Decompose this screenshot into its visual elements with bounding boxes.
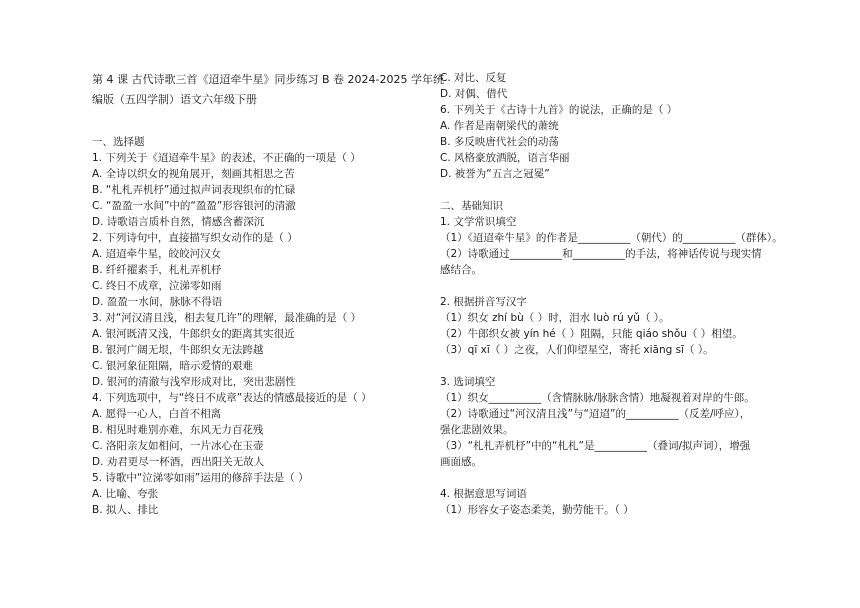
- knowledge-1-line-2: （2）诗歌通过__________和__________的手法，将神话传说与现实情: [440, 248, 762, 260]
- knowledge-3-line-4: （3）“札札弄机杼”中的“札札”是__________（叠词/拟声词），增强: [440, 440, 751, 452]
- section-heading-choice: 一、选择题: [92, 136, 145, 148]
- doc-title-line-1: 第 4 课 古代诗歌三首《迢迢牵牛星》同步练习 B 卷 2024-2025 学年统: [92, 73, 444, 86]
- knowledge-4-heading: 4. 根据意思写词语: [440, 488, 527, 500]
- question-2: 2. 下列诗句中，直接描写织女动作的是（ ）: [92, 232, 298, 244]
- option-6a: A. 作者是南朝梁代的萧统: [440, 120, 559, 132]
- option-3a: A. 银河既清又浅，牛郎织女的距离其实很近: [92, 328, 295, 340]
- option-1d: D. 诗歌语言质朴自然，情感含蓄深沉: [92, 216, 265, 228]
- option-4d: D. 劝君更尽一杯酒，西出阳关无故人: [92, 456, 265, 468]
- question-3: 3. 对“河汉清且浅，相去复几许”的理解，最准确的是（ ）: [92, 312, 362, 324]
- knowledge-3-line-3: 强化悲剧效果。: [440, 424, 514, 436]
- option-1c: C. “盈盈一水间”中的“盈盈”形容银河的清澈: [92, 200, 296, 212]
- option-2d: D. 盈盈一水间，脉脉不得语: [92, 296, 223, 308]
- question-5: 5. 诗歌中“泣涕零如雨”运用的修辞手法是（ ）: [92, 472, 309, 484]
- knowledge-2-heading: 2. 根据拼音写汉字: [440, 296, 527, 308]
- option-2a: A. 迢迢牵牛星，皎皎河汉女: [92, 248, 222, 260]
- knowledge-2-line-1: （1）织女 zhí bù（ ）时，泪水 luò rú yǔ（ ）。: [440, 312, 670, 324]
- knowledge-3-line-2: （2）诗歌通过“河汉清且浅”与“迢迢”的__________（反差/呼应），: [440, 408, 751, 420]
- left-column: [92, 70, 444, 518]
- knowledge-3-line-1: （1）织女__________（含情脉脉/脉脉含情）地凝视着对岸的牛郎。: [440, 392, 755, 404]
- question-4: 4. 下列选项中，与“终日不成章”表达的情感最接近的是（ ）: [92, 392, 372, 404]
- option-6c: C. 风格豪放洒脱，语言华丽: [440, 152, 570, 164]
- knowledge-3-heading: 3. 选词填空: [440, 376, 496, 388]
- option-2c: C. 终日不成章，泣涕零如雨: [92, 280, 222, 292]
- option-6b: B. 多反映唐代社会的动荡: [440, 136, 559, 148]
- option-3d: D. 银河的清澈与浅窄形成对比，突出悲剧性: [92, 376, 296, 388]
- option-2b: B. 纤纤擢素手，札札弄机杼: [92, 264, 222, 276]
- option-4a: A. 愿得一心人，白首不相离: [92, 408, 222, 420]
- option-5c: C. 对比、反复: [440, 72, 507, 84]
- question-6: 6. 下列关于《古诗十九首》的说法，正确的是（ ）: [440, 104, 678, 116]
- option-1b: B. “札札弄机杼”通过拟声词表现织布的忙碌: [92, 184, 296, 196]
- section-heading-basics: 二、基础知识: [440, 200, 503, 212]
- right-column: [440, 70, 783, 518]
- knowledge-1-heading: 1. 文学常识填空: [440, 216, 517, 228]
- option-4b: B. 相见时难别亦难，东风无力百花残: [92, 424, 264, 436]
- knowledge-4-line-1: （1）形容女子姿态柔美，勤劳能干。（ ）: [440, 504, 634, 516]
- knowledge-3-line-5: 画面感。: [440, 456, 482, 468]
- knowledge-2-line-2: （2）牛郎织女被 yín hé（ ）阻隔，只能 qiáo shǒu（ ）相望。: [440, 328, 743, 340]
- option-3c: C. 银河象征阻隔，暗示爱情的艰难: [92, 360, 254, 372]
- option-5d: D. 对偶、借代: [440, 88, 508, 100]
- knowledge-2-line-3: （3）qī xī（ ）之夜，人们仰望星空，寄托 xiāng sī（ ）。: [440, 344, 714, 356]
- option-3b: B. 银河广阔无垠，牛郎织女无法跨越: [92, 344, 264, 356]
- doc-title-line-2: 编版（五四学制）语文六年级下册: [92, 93, 257, 106]
- knowledge-1-line-3: 感结合。: [440, 264, 482, 276]
- option-4c: C. 洛阳亲友如相问，一片冰心在玉壶: [92, 440, 264, 452]
- question-1: 1. 下列关于《迢迢牵牛星》的表述，不正确的一项是（ ）: [92, 152, 361, 164]
- knowledge-1-line-1: （1）《迢迢牵牛星》的作者是__________（朝代）的__________（群体）。: [440, 232, 783, 244]
- option-5a: A. 比喻、夸张: [92, 488, 159, 500]
- option-1a: A. 全诗以织女的视角展开，刻画其相思之苦: [92, 168, 295, 180]
- option-6d: D. 被誉为“五言之冠冕”: [440, 168, 550, 180]
- option-5b: B. 拟人、排比: [92, 504, 159, 516]
